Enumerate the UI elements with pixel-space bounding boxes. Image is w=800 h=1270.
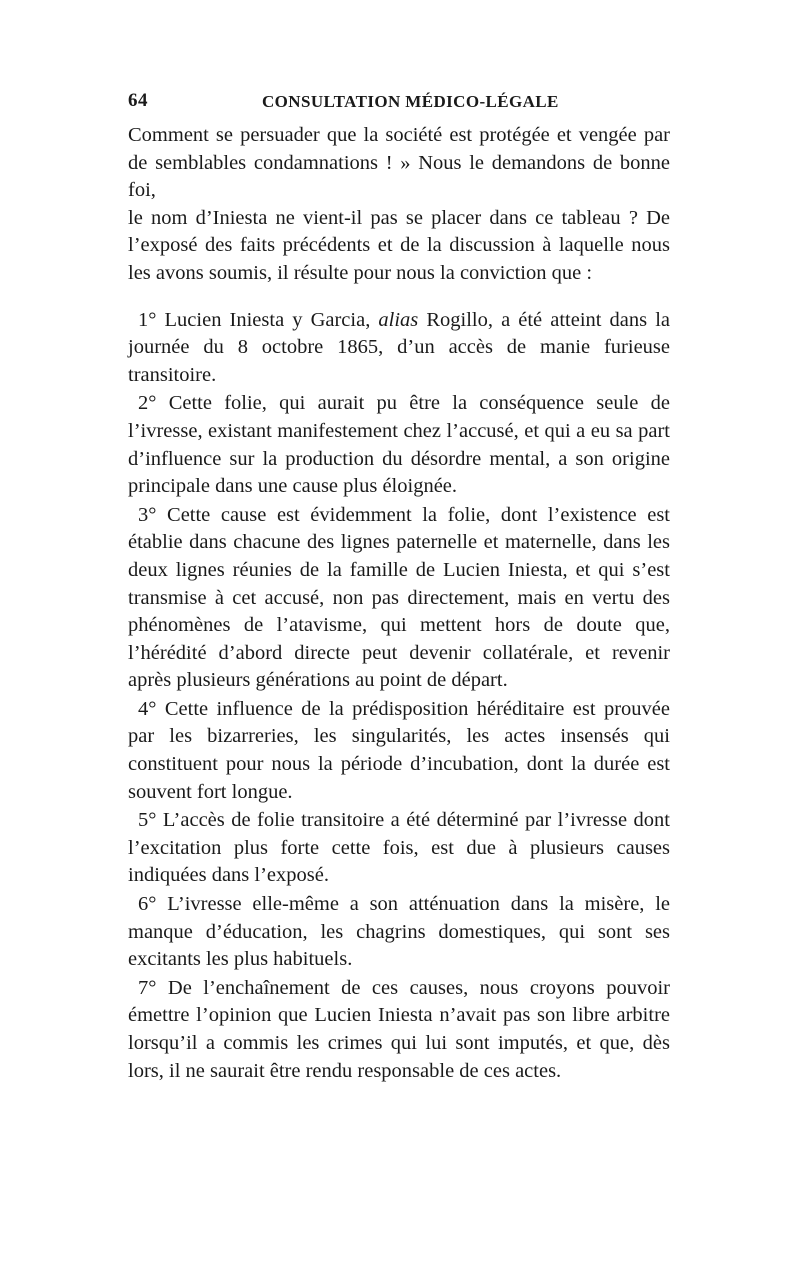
conclusion-item-7: 7° De l’enchaînement de ces causes, nous croyons pouvoir émettre l’opinion que Lucien Iniesta n’avait pas son libre arbitre lorsqu’il a commis les crimes qui lui sont imputés, et que, dès lors, il ne saurait être rendu responsable de ces actes.	[128, 976, 670, 1082]
intro-line: Comment se persuader que la société est protégée et vengée par	[128, 124, 670, 146]
conclusion-item-2: 2° Cette folie, qui aurait pu être la conséquence seule de l’ivresse, existant manifestement chez l’accusé, et qui a eu sa part d’influence sur la production du désordre mental, a son origine principale dans une cause plus éloignée.	[128, 392, 670, 498]
conclusion-item-1-start: 1° Lucien Iniesta y Garcia,	[138, 308, 379, 331]
running-head	[128, 88, 670, 122]
book-page	[128, 88, 670, 1086]
alias-italic: alias	[378, 308, 419, 331]
conclusion-item-4: 4° Cette influence de la prédisposition héréditaire est prouvée par les bizarreries, les singularités, les actes insensés qui constituent pour nous la période d’incubation, dont la durée est souvent fort longue.	[128, 697, 670, 803]
intro-line: les avons soumis, il résulte pour nous la conviction que :	[128, 261, 593, 284]
intro-line: le nom d’Iniesta ne vient-il pas se placer dans ce tableau ? De	[128, 206, 670, 229]
conclusion-item-1	[128, 307, 670, 390]
intro-paragraph	[128, 122, 670, 288]
conclusion-item-3: 3° Cette cause est évidemment la folie, dont l’existence est établie dans chacune des lignes paternelle et maternelle, dans les deux lignes réunies de la famille de Lucien Iniesta, et qui s’est transmise à cet accusé, non pas directement, mais en vertu des phénomènes de l’atavisme, qui mettent hors de doute que, l’hérédité d’abord directe peut devenir collatérale, et revenir après plusieurs générations au point de départ.	[128, 503, 670, 692]
running-head-title: CONSULTATION MÉDICO-LÉGALE	[262, 92, 559, 111]
conclusion-item-6: 6° L’ivresse elle-même a son atténuation dans la misère, le manque d’éducation, les chagrins domestiques, qui sont ses excitants les plus habituels.	[128, 893, 670, 971]
conclusion-item-1-end: Rogillo, a été atteint dans la journée du 8 octobre 1865, d’un accès de manie furieuse transitoire.	[128, 308, 670, 386]
body-text	[128, 122, 670, 1085]
conclusion-item-5: 5° L’accès de folie transitoire a été déterminé par l’ivresse dont l’excitation plus forte cette fois, est due à plusieurs causes indiquées dans l’exposé.	[128, 809, 670, 887]
page-number: 64	[128, 90, 148, 111]
intro-line: de semblables condamnations ! » Nous le demandons de bonne foi,	[128, 151, 670, 202]
intro-line: l’exposé des faits précédents et de la discussion à laquelle nous	[128, 234, 670, 257]
